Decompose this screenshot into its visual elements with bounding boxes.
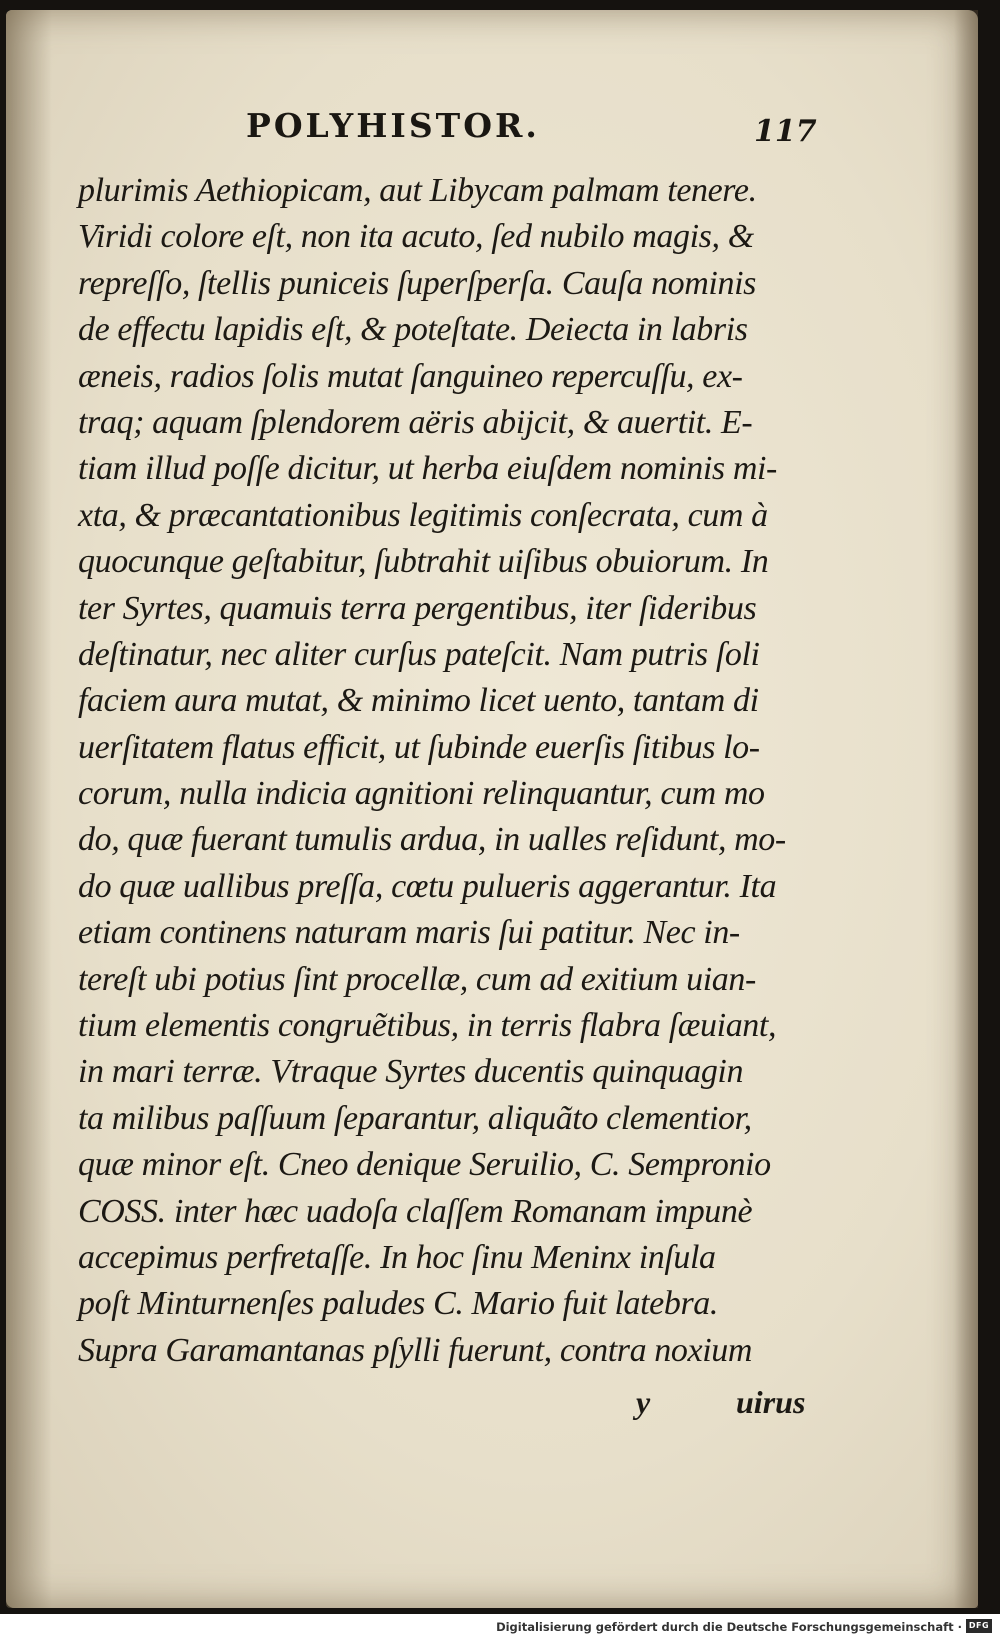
text-line: tiam illud poſſe dicitur, ut herba eiuſdem nominis mi- bbox=[78, 450, 777, 488]
text-line: faciem aura mutat, & minimo licet uento, tantam di bbox=[78, 682, 759, 720]
text-line: do quæ uallibus preſſa, cœtu pulueris aggerantur. Ita bbox=[78, 867, 777, 905]
book-page bbox=[6, 10, 978, 1608]
text-line: de effectu lapidis eſt, & poteſtate. Deiecta in labris bbox=[78, 311, 748, 349]
text-line: corum, nulla indicia agnitioni relinquantur, cum mo bbox=[78, 775, 765, 813]
dfg-logo: DFG bbox=[966, 1619, 992, 1633]
funding-credit: Digitalisierung gefördert durch die Deutsche Forschungsgemeinschaft · bbox=[496, 1620, 962, 1634]
page-number: 117 bbox=[754, 114, 817, 149]
text-line: repreſſo, ſtellis puniceis ſuperſperſa. Cauſa nominis bbox=[78, 264, 756, 302]
text-line: quæ minor eſt. Cneo denique Seruilio, C. Sempronio bbox=[78, 1146, 771, 1184]
catchword: uirus bbox=[736, 1384, 806, 1420]
text-line: in mari terræ. Vtraque Syrtes ducentis quinquagin bbox=[78, 1053, 744, 1091]
text-line: COSS. inter hæc uadoſa claſſem Romanam impunè bbox=[78, 1192, 753, 1230]
text-line: tium elementis congruẽtibus, in terris flabra ſæuiant, bbox=[78, 1007, 777, 1045]
page-gutter-shadow bbox=[6, 10, 52, 1608]
text-line: ta milibus paſſuum ſeparantur, aliquãto clementior, bbox=[78, 1099, 752, 1137]
text-line: Viridi colore eſt, non ita acuto, ſed nubilo magis, & bbox=[78, 218, 754, 256]
text-line: plurimis Aethiopicam, aut Libycam palmam tenere. bbox=[78, 172, 757, 209]
running-head: POLYHISTOR. bbox=[246, 106, 540, 145]
text-line: Supra Garamantanas pſylli fuerunt, contra noxium bbox=[78, 1331, 752, 1369]
text-line: deſtinatur, nec aliter curſus pateſcit. Nam putris ſoli bbox=[78, 635, 760, 673]
text-line: ter Syrtes, quamuis terra pergentibus, iter ſideribus bbox=[78, 589, 757, 627]
text-line: æneis, radios ſolis mutat ſanguineo repercuſſu, ex- bbox=[78, 357, 743, 395]
text-line: tereſt ubi potius ſint procellæ, cum ad exitium uian- bbox=[78, 960, 756, 998]
page-edge-shadow bbox=[954, 10, 978, 1608]
text-line: quocunque geſtabitur, ſubtrahit uiſibus obuiorum. In bbox=[78, 543, 769, 581]
signature-mark: y bbox=[636, 1384, 651, 1420]
text-line: do, quæ fuerant tumulis ardua, in ualles reſidunt, mo- bbox=[78, 821, 786, 859]
text-line: etiam continens naturam maris ſui patitur. Nec in- bbox=[78, 914, 740, 952]
text-line: traq; aquam ſplendorem aëris abijcit, & auertit. E- bbox=[78, 403, 753, 441]
text-line: accepimus perfretaſſe. In hoc ſinu Meninx inſula bbox=[78, 1238, 716, 1276]
text-line: uerſitatem flatus efficit, ut ſubinde euerſis ſitibus lo- bbox=[78, 728, 760, 766]
text-line: poſt Minturnenſes paludes C. Mario fuit latebra. bbox=[78, 1285, 718, 1323]
footer-bar bbox=[0, 1614, 1000, 1641]
text-line: xta, & præcantationibus legitimis conſecrata, cum à bbox=[78, 496, 768, 534]
body-text bbox=[78, 168, 818, 1374]
